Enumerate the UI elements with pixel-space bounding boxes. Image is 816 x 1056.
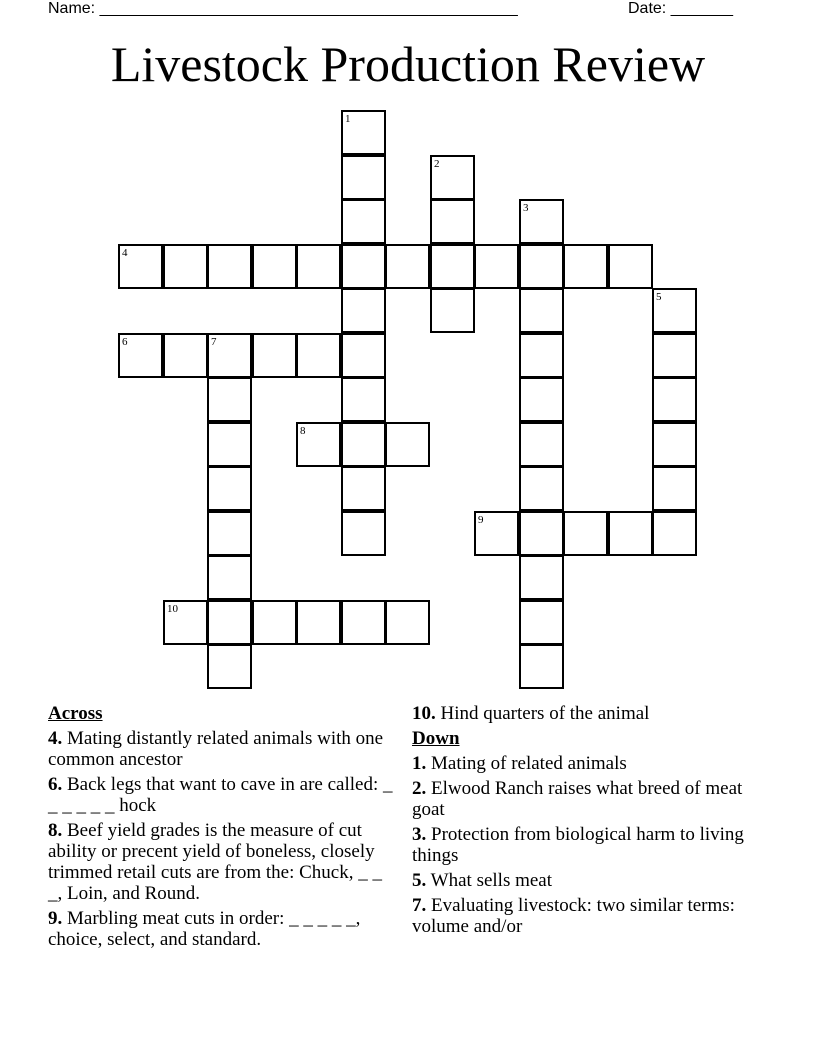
grid-cell[interactable] (207, 244, 252, 289)
down-clue-7: 7. Evaluating livestock: two similar terms: volume and/or (412, 895, 735, 937)
down-heading: Down (412, 728, 460, 749)
across-clue-8: 8. Beef yield grades is the measure of cut ability or precent yield of boneless, closely trimmed retail cuts are from the: Chuck, _ _ _, Loin, and Round. (48, 820, 382, 904)
grid-cell[interactable] (519, 288, 564, 333)
grid-cell[interactable] (385, 244, 430, 289)
cell-number: 4 (122, 247, 128, 259)
grid-cell[interactable] (207, 511, 252, 556)
date-field-label[interactable]: Date: _______ (628, 0, 733, 17)
grid-cell[interactable] (296, 333, 341, 378)
down-clue-1: 1. Mating of related animals (412, 753, 627, 774)
cell-number: 2 (434, 158, 440, 170)
grid-cell[interactable] (519, 600, 564, 645)
grid-cell[interactable] (118, 333, 163, 378)
grid-cell[interactable] (163, 244, 208, 289)
grid-cell[interactable] (652, 511, 697, 556)
grid-cell[interactable] (341, 511, 386, 556)
cell-number: 7 (211, 336, 217, 348)
grid-cell[interactable] (652, 377, 697, 422)
grid-cell[interactable] (474, 244, 519, 289)
grid-cell[interactable] (341, 288, 386, 333)
down-clue-2: 2. Elwood Ranch raises what breed of meat goat (412, 778, 743, 820)
clues-left-column (48, 703, 398, 954)
cell-number: 10 (167, 603, 178, 615)
down-clue-3: 3. Protection from biological harm to living things (412, 824, 744, 866)
cell-number: 6 (122, 336, 128, 348)
grid-cell[interactable] (341, 244, 386, 289)
grid-cell[interactable] (608, 511, 653, 556)
across-clue-10: 10. Hind quarters of the animal (412, 703, 650, 724)
grid-cell[interactable] (652, 466, 697, 511)
grid-cell[interactable] (341, 333, 386, 378)
grid-cell[interactable] (207, 466, 252, 511)
grid-cell[interactable] (519, 422, 564, 467)
clues-right-column (412, 703, 757, 941)
grid-cell[interactable] (163, 333, 208, 378)
grid-cell[interactable] (430, 155, 475, 200)
grid-cell[interactable] (519, 511, 564, 556)
grid-cell[interactable] (341, 466, 386, 511)
grid-cell[interactable] (252, 333, 297, 378)
grid-cell[interactable] (385, 422, 430, 467)
grid-cell[interactable] (296, 600, 341, 645)
grid-cell[interactable] (296, 244, 341, 289)
grid-cell[interactable] (118, 244, 163, 289)
grid-cell[interactable] (519, 644, 564, 689)
grid-cell[interactable] (563, 244, 608, 289)
grid-cell[interactable] (341, 377, 386, 422)
grid-cell[interactable] (430, 244, 475, 289)
grid-cell[interactable] (296, 422, 341, 467)
cell-number: 3 (523, 202, 529, 214)
grid-cell[interactable] (207, 377, 252, 422)
page-title: Livestock Production Review (110, 36, 706, 92)
grid-cell[interactable] (207, 422, 252, 467)
cell-number: 1 (345, 113, 351, 125)
grid-cell[interactable] (474, 511, 519, 556)
grid-cell[interactable] (252, 244, 297, 289)
grid-cell[interactable] (207, 555, 252, 600)
grid-cell[interactable] (519, 377, 564, 422)
across-clue-9: 9. Marbling meat cuts in order: _ _ _ _ _, choice, select, and standard. (48, 908, 361, 950)
across-clue-4: 4. Mating distantly related animals with one common ancestor (48, 728, 384, 770)
cell-number: 8 (300, 425, 306, 437)
grid-cell[interactable] (341, 155, 386, 200)
grid-cell[interactable] (519, 555, 564, 600)
grid-cell[interactable] (519, 199, 564, 244)
across-heading: Across (48, 703, 103, 724)
cell-number: 9 (478, 514, 484, 526)
grid-cell[interactable] (207, 644, 252, 689)
grid-cell[interactable] (519, 244, 564, 289)
grid-cell[interactable] (207, 600, 252, 645)
grid-cell[interactable] (385, 600, 430, 645)
cell-number: 5 (656, 291, 662, 303)
grid-cell[interactable] (207, 333, 252, 378)
grid-cell[interactable] (652, 422, 697, 467)
grid-cell[interactable] (163, 600, 208, 645)
grid-cell[interactable] (519, 333, 564, 378)
grid-cell[interactable] (563, 511, 608, 556)
grid-cell[interactable] (341, 600, 386, 645)
grid-cell[interactable] (341, 422, 386, 467)
down-clue-5: 5. What sells meat (412, 870, 553, 891)
grid-cell[interactable] (430, 288, 475, 333)
name-field-label[interactable]: Name: _______________________________________________ (48, 0, 518, 17)
grid-cell[interactable] (652, 333, 697, 378)
grid-cell[interactable] (430, 199, 475, 244)
grid-cell[interactable] (341, 199, 386, 244)
grid-cell[interactable] (519, 466, 564, 511)
grid-cell[interactable] (608, 244, 653, 289)
across-clue-6: 6. Back legs that want to cave in are called: _ _ _ _ _ _ hock (48, 774, 393, 816)
grid-cell[interactable] (252, 600, 297, 645)
grid-cell[interactable] (341, 110, 386, 155)
grid-cell[interactable] (652, 288, 697, 333)
